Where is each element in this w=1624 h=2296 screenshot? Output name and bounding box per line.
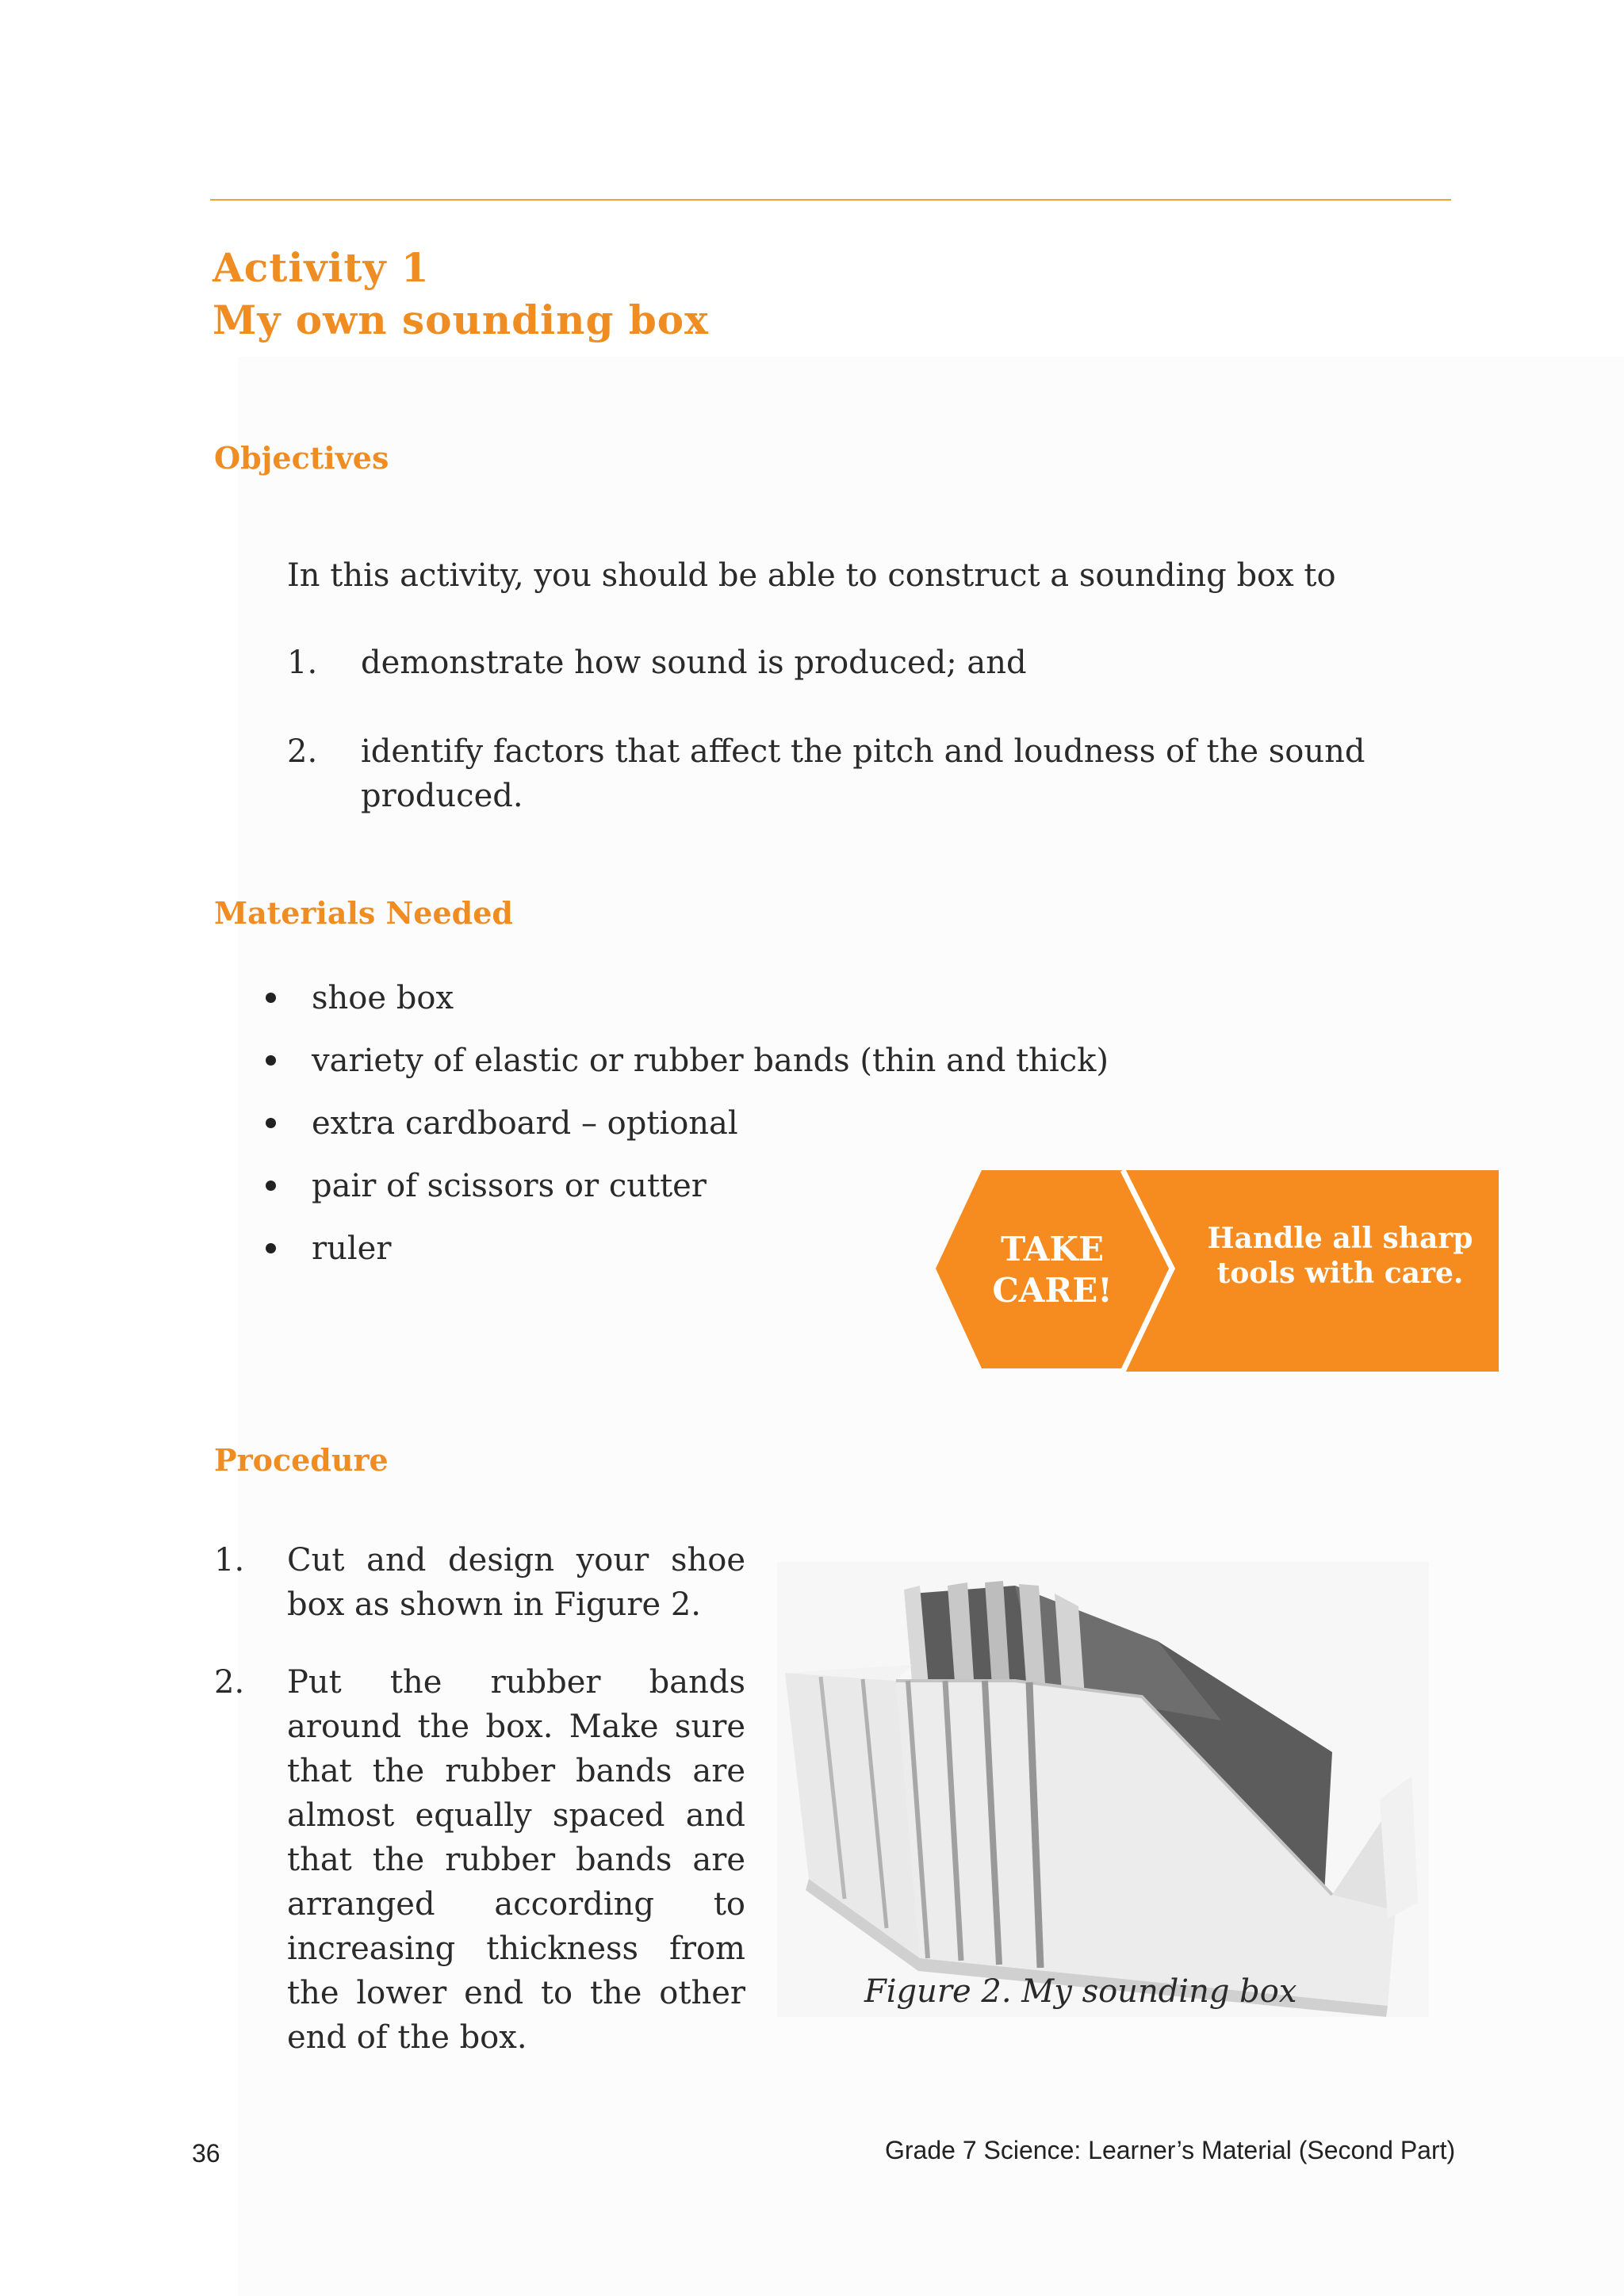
objective-number-1: 1.	[287, 645, 318, 681]
material-item: variety of elastic or rubber bands (thin and thick)	[312, 1043, 1109, 1079]
bullet-icon	[266, 1118, 276, 1128]
objective-item-1: demonstrate how sound is produced; and	[361, 645, 1027, 681]
take-care-label-line1: TAKE	[1000, 1230, 1105, 1269]
take-care-message-line2: tools with care.	[1216, 1257, 1464, 1290]
objectives-intro: In this activity, you should be able to construct a sounding box to	[287, 557, 1336, 594]
material-item: ruler	[312, 1230, 392, 1267]
bullet-icon	[266, 1055, 276, 1066]
header-rule	[210, 199, 1451, 201]
bullet-icon	[266, 1181, 276, 1191]
sounding-box-figure	[777, 1562, 1429, 2017]
sounding-box-image	[777, 1562, 1429, 2017]
material-item: shoe box	[312, 980, 454, 1016]
material-item: pair of scissors or cutter	[312, 1168, 707, 1204]
objective-item-2-line1: identify factors that affect the pitch and loudness of the sound	[361, 733, 1365, 770]
take-care-label-line2: CARE!	[992, 1271, 1113, 1310]
material-item: extra cardboard – optional	[312, 1105, 738, 1142]
bullet-icon	[266, 993, 276, 1003]
bullet-icon	[266, 1243, 276, 1253]
book-title: Grade 7 Science: Learner’s Material (Second Part)	[885, 2136, 1456, 2164]
take-care-message	[1189, 1221, 1491, 1291]
objective-number-2: 2.	[287, 733, 318, 770]
procedure-step-number-1: 1.	[214, 1542, 245, 1578]
procedure-step-2: Put the rubber bands around the box. Make sure that the rubber bands are almost equally spaced and that the rubber bands are arranged according to increasing thickness from the lower end to the other end of the box.	[287, 1664, 745, 2056]
procedure-step-number-2: 2.	[214, 1664, 245, 1701]
activity-label: Activity 1	[213, 244, 430, 291]
procedure-heading: Procedure	[214, 1442, 389, 1478]
objective-item-2-line2: produced.	[361, 778, 523, 814]
take-care-message-line1: Handle all sharp	[1207, 1222, 1473, 1255]
activity-heading	[213, 242, 709, 346]
materials-heading: Materials Needed	[214, 895, 513, 931]
take-care-callout	[936, 1170, 1499, 1372]
take-care-label	[936, 1229, 1169, 1311]
objectives-heading: Objectives	[214, 440, 389, 476]
page-number: 36	[192, 2139, 220, 2168]
activity-title: My own sounding box	[213, 297, 709, 343]
procedure-step-1: Cut and design your shoe box as shown in Figure 2.	[287, 1542, 745, 1623]
figure-caption: Figure 2. My sounding box	[864, 1973, 1297, 2010]
